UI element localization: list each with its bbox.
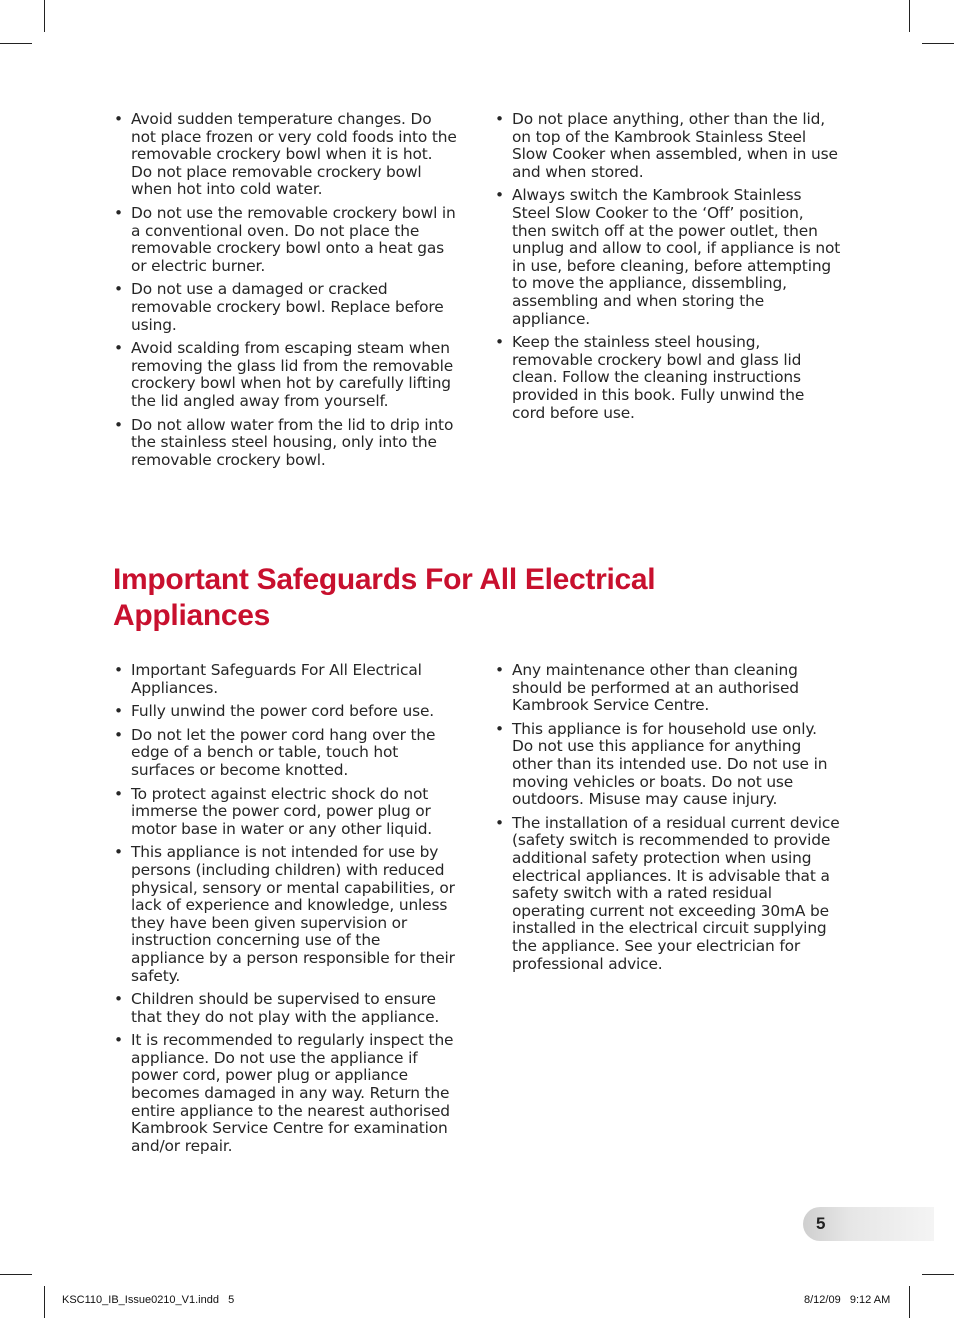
list-item	[495, 334, 841, 422]
list-item-text: Avoid scalding from escaping steam when removing the glass lid from the removable crockery bowl when hot by carefully lifting the lid angled away from yourself.	[131, 339, 454, 410]
list-item-text: Avoid sudden temperature changes. Do not place frozen or very cold foods into the removable crockery bowl when it is hot. Do not place removable crockery bowl when hot into cold water.	[131, 110, 457, 199]
list-item-text: Important Safeguards For All Electrical Appliances.	[131, 661, 422, 697]
bottom-left-column	[114, 662, 458, 1161]
bullet-glyph: •	[114, 339, 123, 358]
list-item	[495, 187, 841, 328]
list-item-text: Any maintenance other than cleaning should be performed at an authorised Kambrook Service Centre.	[512, 661, 799, 715]
list-item	[114, 844, 458, 985]
list-item-text: Always switch the Kambrook Stainless Steel Slow Cooker to the ‘Off’ position, then switch off at the power outlet, then unplug and allow to cool, if appliance is not in use, before cleaning, before attempting to move the appliance, dissembling, assembling and when storing the appliance.	[512, 186, 841, 328]
bullet-glyph: •	[114, 1031, 123, 1050]
list-item-text: To protect against electric shock do not immerse the power cord, power plug or motor base in water or any other liquid.	[131, 784, 433, 838]
list-item-text: Do not let the power cord hang over the edge of a bench or table, touch hot surfaces or become knotted.	[131, 725, 436, 779]
list-item-text: Fully unwind the power cord before use.	[131, 702, 435, 721]
page-number: 5	[816, 1214, 826, 1233]
list-item-text: Do not use a damaged or cracked removable crockery bowl. Replace before using.	[131, 280, 444, 334]
crop-mark	[909, 0, 910, 32]
crop-mark	[44, 0, 45, 32]
list-item	[114, 703, 458, 721]
bullet-glyph: •	[114, 203, 123, 222]
list-item	[495, 662, 841, 715]
list-item-text: It is recommended to regularly inspect the appliance. Do not use the appliance if power cord, power plug or appliance becomes damaged in any way. Return the entire appliance to the nearest authorised Kambrook Service Centre for examination and/or repair.	[131, 1031, 454, 1155]
list-item-text: This appliance is not intended for use by persons (including children) with reduced physical, sensory or mental capabilities, or lack of experience and knowledge, unless they have been given supervision or instruction concerning use of the appliance by a person responsible for their safety.	[131, 843, 455, 985]
bullet-glyph: •	[114, 110, 123, 128]
list-item	[495, 815, 841, 973]
list-item	[114, 786, 458, 839]
list-item	[114, 205, 458, 275]
footer-timestamp: 8/12/09 9:12 AM	[804, 1294, 891, 1306]
footer-file-name: KSC110_IB_Issue0210_V1.indd 5	[62, 1294, 235, 1306]
list-item	[114, 1032, 458, 1155]
list-item	[495, 111, 841, 181]
bullet-glyph: •	[114, 415, 123, 434]
crop-mark	[0, 1274, 32, 1275]
bullet-glyph: •	[495, 333, 504, 352]
bullet-list	[114, 111, 458, 469]
list-item-text: Children should be supervised to ensure that they do not play with the appliance.	[131, 990, 440, 1026]
list-item	[114, 727, 458, 780]
page-number-tab	[803, 1207, 934, 1241]
list-item	[114, 111, 458, 199]
list-item-text: Do not use the removable crockery bowl in a conventional oven. Do not place the removable crockery bowl onto a heat gas or electric burner.	[131, 203, 456, 275]
bullet-glyph: •	[495, 719, 504, 738]
list-item	[495, 721, 841, 809]
list-item	[114, 281, 458, 334]
bullet-list	[495, 111, 841, 422]
list-item	[114, 340, 458, 410]
bullet-glyph: •	[114, 843, 123, 862]
list-item-text: Keep the stainless steel housing, removable crockery bowl and glass lid clean. Follow the cleaning instructions provided in this book. Fully unwind the cord before use.	[512, 333, 805, 422]
bullet-glyph: •	[114, 280, 123, 299]
list-item-text: Do not allow water from the lid to drip into the stainless steel housing, only into the removable crockery bowl.	[131, 415, 454, 469]
list-item	[114, 417, 458, 470]
bullet-glyph: •	[495, 186, 504, 205]
list-item-text: The installation of a residual current device (safety switch is recommended to provide additional safety protection when using electrical appliances. It is advisable that a safety switch with a rated residual operating current not exceeding 30mA be installed in the electrical circuit supplying the appliance. See your electrician for professional advice.	[512, 813, 840, 973]
list-item	[114, 991, 458, 1026]
top-left-column	[114, 111, 458, 475]
bottom-right-column	[495, 662, 841, 979]
crop-mark	[909, 1286, 910, 1318]
crop-mark	[922, 43, 954, 44]
top-right-column	[495, 111, 841, 428]
bullet-list	[495, 662, 841, 973]
bullet-glyph: •	[114, 725, 123, 744]
list-item-text: Do not place anything, other than the lid, on top of the Kambrook Stainless Steel Slow Cooker when assembled, when in use and when stored.	[512, 110, 838, 181]
bullet-list	[114, 662, 458, 1155]
crop-mark	[922, 1274, 954, 1275]
bullet-glyph: •	[114, 784, 123, 803]
list-item-text: This appliance is for household use only. Do not use this appliance for anything other than its intended use. Do not use in moving vehicles or boats. Do not use outdoors. Misuse may cause injury.	[512, 719, 828, 809]
bullet-glyph: •	[114, 661, 123, 679]
crop-mark	[0, 43, 32, 44]
bullet-glyph: •	[114, 990, 123, 1009]
section-heading: Important Safeguards For All Electrical Appliances	[113, 563, 656, 632]
bullet-glyph: •	[114, 702, 123, 721]
crop-mark	[44, 1286, 45, 1318]
bullet-glyph: •	[495, 661, 504, 679]
bullet-glyph: •	[495, 110, 504, 128]
list-item	[114, 662, 458, 697]
bullet-glyph: •	[495, 813, 504, 832]
